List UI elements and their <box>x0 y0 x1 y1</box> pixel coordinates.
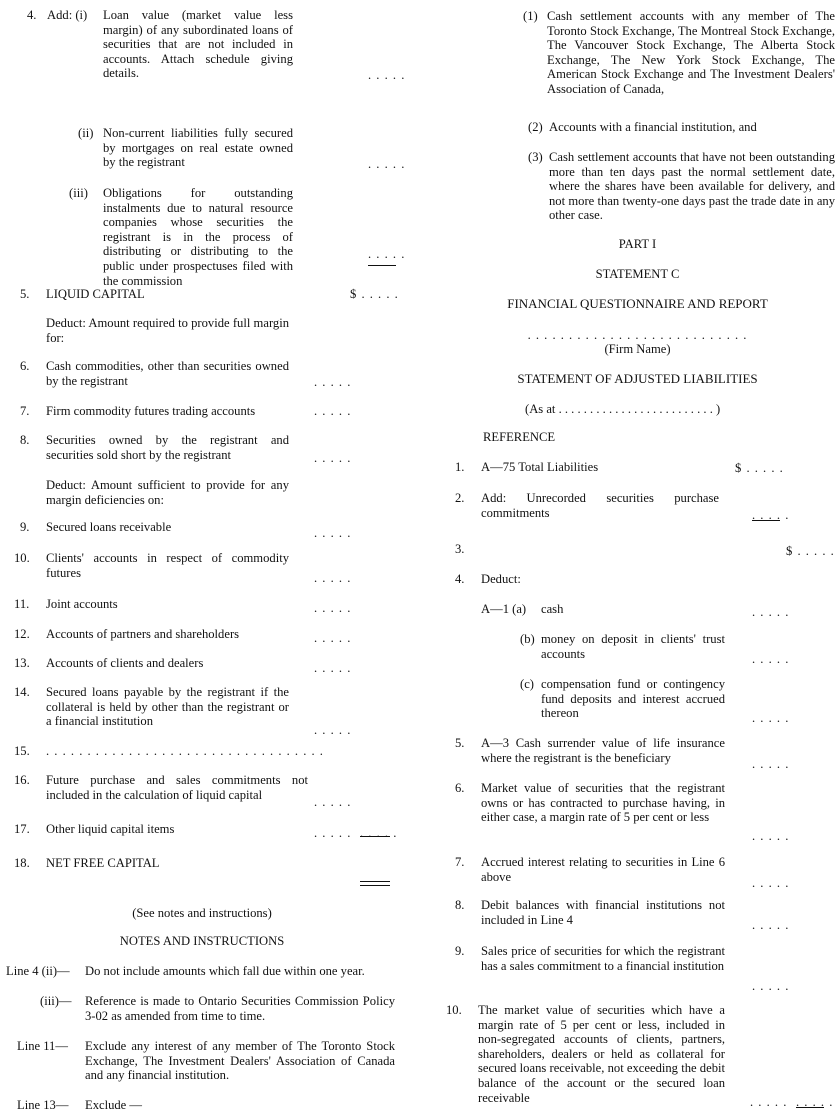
item-4-i-amount: . . . . . <box>368 68 406 82</box>
item-4-lead: Add: (i) <box>47 8 88 22</box>
line-2-amount: . . . . . <box>752 508 790 522</box>
item-15-text: . . . . . . . . . . . . . . . . . . . . . . . . . . . . . . . . . . <box>46 744 324 758</box>
line-4-a-amount: . . . . . <box>752 605 790 619</box>
line-8-text: Debit balances with financial institutions not included in Line 4 <box>481 898 725 927</box>
item-17-text: Other liquid capital items <box>46 822 175 836</box>
item-15-number: 15. <box>14 744 30 758</box>
item-14-amount: . . . . . <box>314 723 352 737</box>
top-item-2-number: (2) <box>528 120 543 134</box>
line-3-amount: $ . . . . . <box>786 544 835 558</box>
item-6-number: 6. <box>20 359 30 373</box>
item-17-total: . . . . . <box>360 826 398 840</box>
item-16-amount: . . . . . <box>314 795 352 809</box>
line-2-text: Add: Unrecorded securities purchase commitments <box>481 491 719 520</box>
line-8-amount: . . . . . <box>752 918 790 932</box>
line-4-b-text: money on deposit in clients' trust accounts <box>541 632 725 661</box>
item-4-ii-text: Non-current liabilities fully secured by mortgages on real estate owned by the registrant <box>103 126 293 170</box>
line-9-text: Sales price of securities for which the registrant has a sales commitment to a financial institution <box>481 944 725 973</box>
item-4-subtotal-rule <box>368 265 396 266</box>
line-10-total-rule <box>796 1107 824 1108</box>
line-10-amount: . . . . . <box>750 1095 788 1109</box>
note-line-4ii-ref: Line 4 (ii)— <box>6 964 70 978</box>
line-7-text: Accrued interest relating to securities in Line 6 above <box>481 855 725 884</box>
item-9-amount: . . . . . <box>314 526 352 540</box>
item-5-label: LIQUID CAPITAL <box>46 287 145 301</box>
line-7-amount: . . . . . <box>752 876 790 890</box>
line-1-text: A—75 Total Liabilities <box>481 460 599 474</box>
item-12-text: Accounts of partners and shareholders <box>46 627 240 641</box>
line-4-number: 4. <box>455 572 465 586</box>
statement-heading: STATEMENT C <box>595 267 680 281</box>
line-10-total: . . . . . <box>796 1095 834 1109</box>
line-4-b-ref: (b) <box>520 632 535 646</box>
item-7-text: Firm commodity futures trading accounts <box>46 404 256 418</box>
top-item-3-number: (3) <box>528 150 543 164</box>
top-item-3-text: Cash settlement accounts that have not been outstanding more than ten days past the normal settlement date, where the shares have been available for delivery, and not more than twenty-one days past the trade date in any other case. <box>549 150 835 223</box>
item-5-number: 5. <box>20 287 30 301</box>
item-11-amount: . . . . . <box>314 601 352 615</box>
top-item-1-number: (1) <box>523 9 538 23</box>
line-4-b-amount: . . . . . <box>752 652 790 666</box>
top-item-1-text: Cash settlement accounts with any member of The Toronto Stock Exchange, The Montreal Stock Exchange, The Vancouver Stock Exchange, The Alberta Stock Exchange, The New York Stock Exchange, The American Stock Exchange and The Investment Dealers' Association of Canada, <box>547 9 835 96</box>
item-13-amount: . . . . . <box>314 661 352 675</box>
item-17-total-rule <box>360 836 390 837</box>
notes-heading: NOTES AND INSTRUCTIONS <box>119 934 285 948</box>
item-7-amount: . . . . . <box>314 404 352 418</box>
item-12-number: 12. <box>14 627 30 641</box>
item-18-text: NET FREE CAPITAL <box>46 856 160 870</box>
item-7-number: 7. <box>20 404 30 418</box>
note-line-13-ref: Line 13— <box>17 1098 69 1112</box>
note-line-4ii-text: Do not include amounts which fall due within one year. <box>85 964 365 978</box>
note-line-11-text: Exclude any interest of any member of The Toronto Stock Exchange, The Investment Dealers' Association of Canada and any financial institution. <box>85 1039 395 1083</box>
line-5-amount: . . . . . <box>752 757 790 771</box>
line-9-amount: . . . . . <box>752 979 790 993</box>
item-8-amount: . . . . . <box>314 451 352 465</box>
line-10-number: 10. <box>446 1003 462 1017</box>
item-11-number: 11. <box>14 597 30 611</box>
item-4-iii-text: Obligations for outstanding instalments due to natural resource companies whose securities the registrant is in the process of distributing or distributing to the public under prospectuses filed with the commission <box>103 186 293 288</box>
line-2-number: 2. <box>455 491 465 505</box>
item-16-number: 16. <box>14 773 30 787</box>
item-14-number: 14. <box>14 685 30 699</box>
item-14-text: Secured loans payable by the registrant if the collateral is held by other than the registrant or a financial institution <box>46 685 289 729</box>
line-5-number: 5. <box>455 736 465 750</box>
line-9-number: 9. <box>455 944 465 958</box>
deduct-margin-deficiencies: Deduct: Amount sufficient to provide for any margin deficiencies on: <box>46 478 289 507</box>
item-10-number: 10. <box>14 551 30 565</box>
see-notes: (See notes and instructions) <box>132 906 272 920</box>
net-free-capital-double-rule-bottom <box>360 885 390 886</box>
line-4-c-text: compensation fund or contingency fund deposits and interest accrued thereon <box>541 677 725 721</box>
item-6-text: Cash commodities, other than securities owned by the registrant <box>46 359 289 388</box>
net-free-capital-double-rule-top <box>360 881 390 882</box>
line-6-text: Market value of securities that the registrant owns or has contracted to purchase having, in either case, a margin rate of 5 per cent or less <box>481 781 725 825</box>
top-item-2-text: Accounts with a financial institution, and <box>549 120 757 134</box>
item-4-number: 4. <box>27 8 37 22</box>
item-4-iii-number: (iii) <box>69 186 88 200</box>
item-6-amount: . . . . . <box>314 375 352 389</box>
line-6-number: 6. <box>455 781 465 795</box>
line-3-number: 3. <box>455 542 465 556</box>
item-16-text: Future purchase and sales commitments not included in the calculation of liquid capital <box>46 773 308 802</box>
line-6-amount: . . . . . <box>752 829 790 843</box>
line-2-rule <box>752 520 780 521</box>
report-title: FINANCIAL QUESTIONNAIRE AND REPORT <box>507 296 768 311</box>
part-heading: PART I <box>618 237 657 251</box>
item-4-i-text: Loan value (market value less margin) of any subordinated loans of securities that are not included in accounts. Attach schedule giving details. <box>103 8 293 81</box>
item-4-iii-amount: . . . . . <box>368 247 406 261</box>
note-line-13-text: Exclude — <box>85 1098 143 1112</box>
item-18-number: 18. <box>14 856 30 870</box>
as-at-date: (As at . . . . . . . . . . . . . . . . . . . . . . . . . ) <box>525 402 721 416</box>
reference-heading: REFERENCE <box>483 430 556 444</box>
item-4-ii-amount: . . . . . <box>368 157 406 171</box>
item-13-text: Accounts of clients and dealers <box>46 656 204 670</box>
line-4-a-ref: A—1 (a) <box>481 602 527 616</box>
note-line-11-ref: Line 11— <box>17 1039 68 1053</box>
line-4-c-amount: . . . . . <box>752 711 790 725</box>
line-1-amount: $ . . . . . <box>735 461 784 475</box>
line-4-a-text: cash <box>541 602 564 616</box>
firm-name-caption: (Firm Name) <box>604 342 671 356</box>
line-7-number: 7. <box>455 855 465 869</box>
item-9-number: 9. <box>20 520 30 534</box>
line-4-text: Deduct: <box>481 572 521 586</box>
item-10-amount: . . . . . <box>314 571 352 585</box>
item-13-number: 13. <box>14 656 30 670</box>
firm-name-line: . . . . . . . . . . . . . . . . . . . . . . . . . . . <box>527 328 748 342</box>
item-8-text: Securities owned by the registrant and securities sold short by the registrant <box>46 433 289 462</box>
deduct-full-margin: Deduct: Amount required to provide full margin for: <box>46 316 289 345</box>
line-5-text: A—3 Cash surrender value of life insurance where the registrant is the beneficiary <box>481 736 725 765</box>
adjusted-liabilities-title: STATEMENT OF ADJUSTED LIABILITIES <box>517 371 758 386</box>
item-9-text: Secured loans receivable <box>46 520 172 534</box>
item-17-number: 17. <box>14 822 30 836</box>
item-5-amount: $ . . . . . <box>350 287 399 301</box>
line-10-text: The market value of securities which have a margin rate of 5 per cent or less, included in non-segregated accounts of clients, partners, shareholders, dealers or held as collateral for secured loans receivable, not exceeding the debit balance of the account or the secured loan receivable <box>478 1003 725 1105</box>
line-1-number: 1. <box>455 460 465 474</box>
item-11-text: Joint accounts <box>46 597 118 611</box>
item-10-text: Clients' accounts in respect of commodity futures <box>46 551 289 580</box>
item-4-ii-number: (ii) <box>78 126 94 140</box>
note-line-4iii-text: Reference is made to Ontario Securities Commission Policy 3-02 as amended from time to time. <box>85 994 395 1023</box>
item-8-number: 8. <box>20 433 30 447</box>
line-8-number: 8. <box>455 898 465 912</box>
item-12-amount: . . . . . <box>314 631 352 645</box>
note-line-4iii-ref: (iii)— <box>40 994 72 1008</box>
item-17-amount: . . . . . <box>314 826 352 840</box>
line-4-c-ref: (c) <box>520 677 534 691</box>
